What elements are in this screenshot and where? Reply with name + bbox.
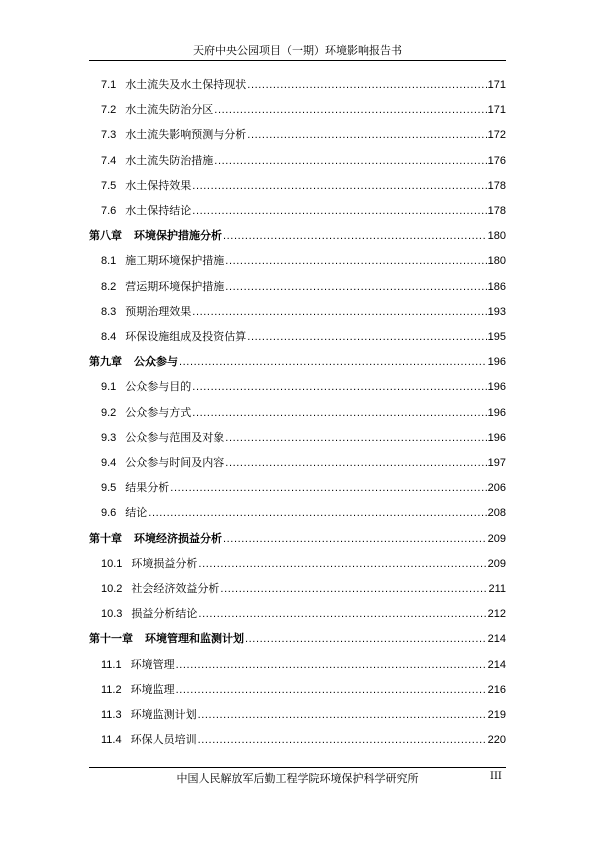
toc-entry-number: 第八章 <box>89 229 122 243</box>
toc-entry-title: 环境管理 <box>130 657 175 671</box>
toc-entry-page: 209 <box>487 557 506 570</box>
toc-entry-title: 损益分析结论 <box>131 607 198 621</box>
toc-entry-page: 193 <box>487 305 506 318</box>
toc-entry-title: 水土流失防治分区 <box>125 103 214 117</box>
toc-entry-page: 196 <box>487 431 506 444</box>
toc-entry-number: 7.4 <box>101 154 117 167</box>
toc-entry-title: 环境监测计划 <box>130 708 197 721</box>
toc-entry-title: 公众参与 <box>134 355 178 369</box>
toc-entry-page: 196 <box>487 381 506 394</box>
toc-entry-title: 结果分析 <box>125 481 170 495</box>
toc-entry-number: 8.4 <box>101 331 117 343</box>
toc-section-entry[interactable] <box>101 505 506 521</box>
toc-chapter-entry[interactable] <box>89 354 506 370</box>
toc-entry-title: 水土流失影响预测与分析 <box>125 128 247 142</box>
toc-dot-leader <box>198 707 487 723</box>
toc-entry-page: 214 <box>487 633 506 646</box>
toc-entry-page: 206 <box>487 482 506 495</box>
toc-section-entry[interactable] <box>101 430 506 446</box>
toc-entry-page: 209 <box>487 532 506 545</box>
toc-dot-leader <box>245 631 487 647</box>
toc-dot-leader <box>198 606 486 622</box>
toc-dot-leader <box>192 178 486 194</box>
toc-entry-number: 8.3 <box>101 305 117 318</box>
toc-entry-title: 环保设施组成及投资估算 <box>125 330 247 343</box>
toc-entry-number: 11.3 <box>101 709 122 721</box>
toc-entry-page: 196 <box>487 406 506 419</box>
toc-entry-number: 11.1 <box>101 658 122 671</box>
toc-entry-title: 公众参与范围及对象 <box>125 430 225 444</box>
toc-section-entry[interactable] <box>101 379 506 395</box>
toc-section-entry[interactable] <box>101 606 506 622</box>
toc-section-entry[interactable] <box>101 556 506 572</box>
toc-entry-page: 196 <box>487 356 506 369</box>
toc-entry-title: 水土流失及水土保持现状 <box>125 78 247 91</box>
toc-dot-leader <box>247 329 486 345</box>
toc-entry-number: 7.6 <box>101 205 117 217</box>
toc-entry-page: 180 <box>487 255 506 268</box>
toc-entry-title: 水土保持效果 <box>125 178 192 192</box>
toc-entry-title: 公众参与方式 <box>125 405 192 419</box>
header-title: 天府中央公园项目（一期）环境影响报告书 <box>193 44 402 57</box>
toc-entry-title: 预期治理效果 <box>125 304 192 318</box>
toc-dot-leader <box>225 430 486 446</box>
toc-entry-number: 7.3 <box>101 129 117 142</box>
toc-dot-leader <box>198 556 486 572</box>
toc-entry-number: 10.2 <box>101 583 123 595</box>
header-divider <box>89 60 506 61</box>
toc-dot-leader <box>225 279 486 295</box>
toc-section-entry[interactable] <box>101 127 506 143</box>
toc-entry-number: 8.2 <box>101 280 117 293</box>
footer-divider <box>89 767 506 768</box>
toc-entry-page: 171 <box>487 79 506 91</box>
toc-section-entry[interactable] <box>101 304 506 320</box>
toc-dot-leader <box>247 77 486 93</box>
toc-section-entry[interactable] <box>101 102 506 118</box>
toc-section-entry[interactable] <box>101 732 506 748</box>
toc-entry-title: 公众参与目的 <box>125 380 192 394</box>
toc-dot-leader <box>247 127 486 143</box>
toc-entry-page: 208 <box>487 507 506 520</box>
toc-entry-page: 216 <box>487 683 506 696</box>
toc-dot-leader <box>225 455 486 471</box>
toc-section-entry[interactable] <box>101 455 506 471</box>
toc-entry-number: 7.2 <box>101 104 117 117</box>
toc-entry-number: 9.5 <box>101 482 117 495</box>
toc-dot-leader <box>176 657 487 673</box>
toc-dot-leader <box>223 531 487 547</box>
toc-section-entry[interactable] <box>101 253 506 269</box>
toc-entry-title: 社会经济效益分析 <box>131 582 220 595</box>
toc-entry-number: 9.4 <box>101 457 117 469</box>
toc-section-entry[interactable] <box>101 178 506 194</box>
toc-dot-leader <box>192 304 486 320</box>
toc-entry-page: 178 <box>487 179 506 192</box>
toc-dot-leader <box>198 732 487 748</box>
toc-section-entry[interactable] <box>101 707 506 723</box>
toc-dot-leader <box>192 379 486 395</box>
toc-dot-leader <box>214 102 486 118</box>
toc-chapter-entry[interactable] <box>89 531 506 547</box>
toc-dot-leader <box>192 203 486 219</box>
toc-entry-title: 水土流失防治措施 <box>125 153 214 167</box>
toc-section-entry[interactable] <box>101 405 506 421</box>
toc-entry-page: 219 <box>487 709 506 721</box>
toc-dot-leader <box>148 505 486 521</box>
toc-entry-title: 环境保护措施分析 <box>134 229 222 243</box>
toc-section-entry[interactable] <box>101 581 506 597</box>
toc-entry-number: 第十章 <box>89 531 122 545</box>
toc-section-entry[interactable] <box>101 153 506 169</box>
toc-entry-title: 公众参与时间及内容 <box>125 456 225 469</box>
toc-entry-page: 172 <box>487 129 506 142</box>
toc-dot-leader <box>192 405 486 421</box>
toc-dot-leader <box>220 581 487 597</box>
toc-section-entry[interactable] <box>101 657 506 673</box>
toc-entry-page: 180 <box>487 230 506 243</box>
toc-dot-leader <box>176 682 487 698</box>
toc-section-entry[interactable] <box>101 682 506 698</box>
toc-entry-title: 环境损益分析 <box>131 556 198 570</box>
toc-section-entry[interactable] <box>101 480 506 496</box>
toc-entry-title: 水土保持结论 <box>125 204 192 217</box>
toc-entry-number: 9.3 <box>101 431 117 444</box>
toc-section-entry[interactable] <box>101 77 506 93</box>
page-number: III <box>490 771 502 782</box>
toc-entry-page: 171 <box>487 104 506 117</box>
toc-entry-number: 11.4 <box>101 734 122 747</box>
toc-entry-page: 220 <box>487 734 506 747</box>
toc-chapter-entry[interactable] <box>89 228 506 244</box>
toc-entry-number: 11.2 <box>101 683 122 696</box>
toc-entry-number: 10.3 <box>101 608 123 621</box>
toc-entry-page: 197 <box>487 457 506 469</box>
toc-entry-page: 186 <box>487 280 506 293</box>
toc-entry-title: 环保人员培训 <box>130 733 197 747</box>
toc-entry-title: 营运期环境保护措施 <box>125 279 225 293</box>
toc-section-entry[interactable] <box>101 279 506 295</box>
toc-entry-number: 9.2 <box>101 406 117 419</box>
toc-entry-title: 结论 <box>125 506 148 520</box>
toc-dot-leader <box>214 153 486 169</box>
toc-chapter-entry[interactable] <box>89 631 506 647</box>
toc-entry-page: 176 <box>487 154 506 167</box>
toc-entry-page: 214 <box>487 658 506 671</box>
toc-dot-leader <box>223 228 487 244</box>
toc-dot-leader <box>170 480 486 496</box>
toc-dot-leader <box>179 354 487 370</box>
toc-entry-number: 10.1 <box>101 557 123 570</box>
toc-entry-title: 环境管理和监测计划 <box>145 632 244 646</box>
footer-institution: 中国人民解放军后勤工程学院环境保护科学研究所 <box>176 772 419 785</box>
toc-entry-number: 第九章 <box>89 355 122 369</box>
toc-entry-number: 9.1 <box>101 381 117 394</box>
toc-entry-number: 第十一章 <box>89 632 133 646</box>
toc-entry-title: 施工期环境保护措施 <box>125 254 225 268</box>
toc-entry-page: 211 <box>488 583 506 595</box>
toc-entry-number: 7.5 <box>101 179 117 192</box>
toc-entry-number: 9.6 <box>101 507 117 520</box>
toc-entry-page: 212 <box>487 608 506 621</box>
toc-entry-number: 8.1 <box>101 255 117 268</box>
toc-section-entry[interactable] <box>101 329 506 345</box>
toc-entry-page: 195 <box>487 331 506 343</box>
toc-entry-page: 178 <box>487 205 506 217</box>
toc-entry-title: 环境经济损益分析 <box>134 531 222 545</box>
toc-dot-leader <box>225 253 486 269</box>
toc-section-entry[interactable] <box>101 203 506 219</box>
toc-entry-number: 7.1 <box>101 79 117 91</box>
toc-entry-title: 环境监理 <box>130 682 175 696</box>
